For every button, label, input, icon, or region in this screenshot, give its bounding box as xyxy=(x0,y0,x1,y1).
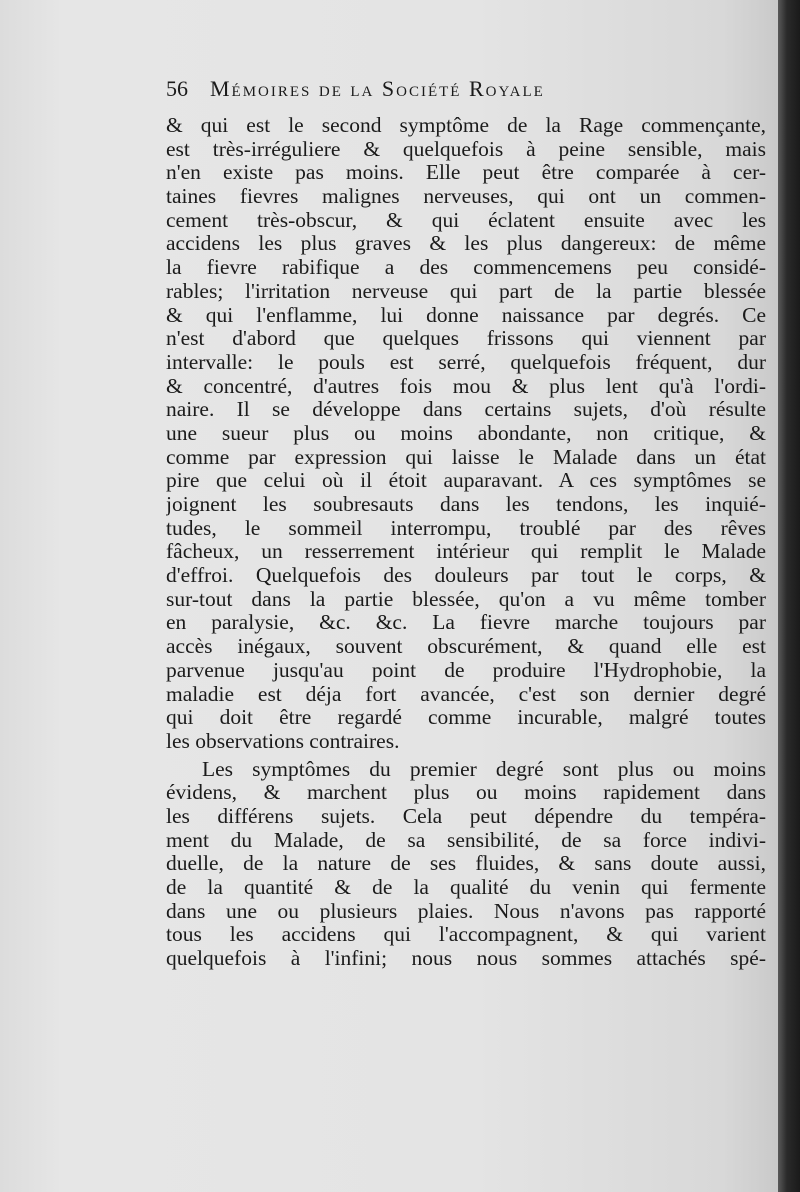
text-line: accès inégaux, souvent obscurément, & quand elle est xyxy=(166,635,766,659)
text-line: sur-tout dans la partie blessée, qu'on a vu même tomber xyxy=(166,587,766,611)
body-text xyxy=(166,114,766,971)
text-block xyxy=(166,76,766,971)
text-line: rables; l'irritation nerveuse qui part de la partie blessée xyxy=(166,279,766,303)
paragraph-1 xyxy=(166,114,766,754)
text-line: & qui est le second symptôme de la Rage commençante, xyxy=(166,114,766,137)
text-line: tudes, le sommeil interrompu, troublé par des rêves xyxy=(166,516,766,540)
text-line: évidens, & marchent plus ou moins rapidement dans xyxy=(166,781,766,805)
text-line: taines fievres malignes nerveuses, qui ont un commen- xyxy=(166,185,766,209)
text-line: parvenue jusqu'au point de produire l'Hydrophobie, la xyxy=(166,658,766,682)
text-line: joignent les soubresauts dans les tendons, les inquié- xyxy=(166,493,766,516)
running-head xyxy=(166,76,766,114)
text-line: accidens les plus graves & les plus dangereux: de même xyxy=(166,232,766,256)
text-line: la fievre rabifique a des commencemens peu considé- xyxy=(166,256,766,280)
text-line: d'effroi. Quelquefois des douleurs par tout le corps, & xyxy=(166,564,766,588)
text-line: n'est d'abord que quelques frissons qui viennent par xyxy=(166,327,766,351)
text-line: cement très-obscur, & qui éclatent ensuite avec les xyxy=(166,208,766,232)
running-title: Mémoires de la Société Royale xyxy=(210,76,545,101)
page-number: 56 xyxy=(166,76,188,101)
text-line: est très-irréguliere & quelquefois à peine sensible, mais xyxy=(166,137,766,161)
text-line: duelle, de la nature de ses fluides, & sans doute aussi, xyxy=(166,852,766,876)
text-line: les différens sujets. Cela peut dépendre du tempéra- xyxy=(166,804,766,828)
text-line: naire. Il se développe dans certains sujets, d'où résulte xyxy=(166,398,766,422)
text-line: & concentré, d'autres fois mou & plus lent qu'à l'ordi- xyxy=(166,374,766,398)
text-line: intervalle: le pouls est serré, quelquefois fréquent, dur xyxy=(166,350,766,374)
text-line: quelquefois à l'infini; nous nous sommes attachés spé- xyxy=(166,947,766,971)
text-line: & qui l'enflamme, lui donne naissance par degrés. Ce xyxy=(166,303,766,327)
text-line: comme par expression qui laisse le Malade dans un état xyxy=(166,445,766,469)
text-line: fâcheux, un resserrement intérieur qui remplit le Malade xyxy=(166,540,766,564)
text-line: maladie est déja fort avancée, c'est son dernier degré xyxy=(166,682,766,706)
text-line: une sueur plus ou moins abondante, non critique, & xyxy=(166,421,766,445)
paragraph-2 xyxy=(166,758,766,971)
text-line: n'en existe pas moins. Elle peut être comparée à cer- xyxy=(166,161,766,185)
text-line: tous les accidens qui l'accompagnent, & qui varient xyxy=(166,923,766,947)
text-line: en paralysie, &c. &c. La fievre marche toujours par xyxy=(166,611,766,635)
text-line: les observations contraires. xyxy=(166,729,400,753)
text-line: de la quantité & de la qualité du venin qui fermente xyxy=(166,876,766,899)
text-line: dans une ou plusieurs plaies. Nous n'avons pas rapporté xyxy=(166,899,766,923)
text-line: qui doit être regardé comme incurable, malgré toutes xyxy=(166,706,766,730)
text-line: Les symptômes du premier degré sont plus ou moins xyxy=(202,757,766,781)
text-line: pire que celui où il étoit auparavant. A ces symptômes se xyxy=(166,469,766,493)
text-line: ment du Malade, de sa sensibilité, de sa force indivi- xyxy=(166,828,766,852)
page-edge-shadow xyxy=(778,0,800,1192)
